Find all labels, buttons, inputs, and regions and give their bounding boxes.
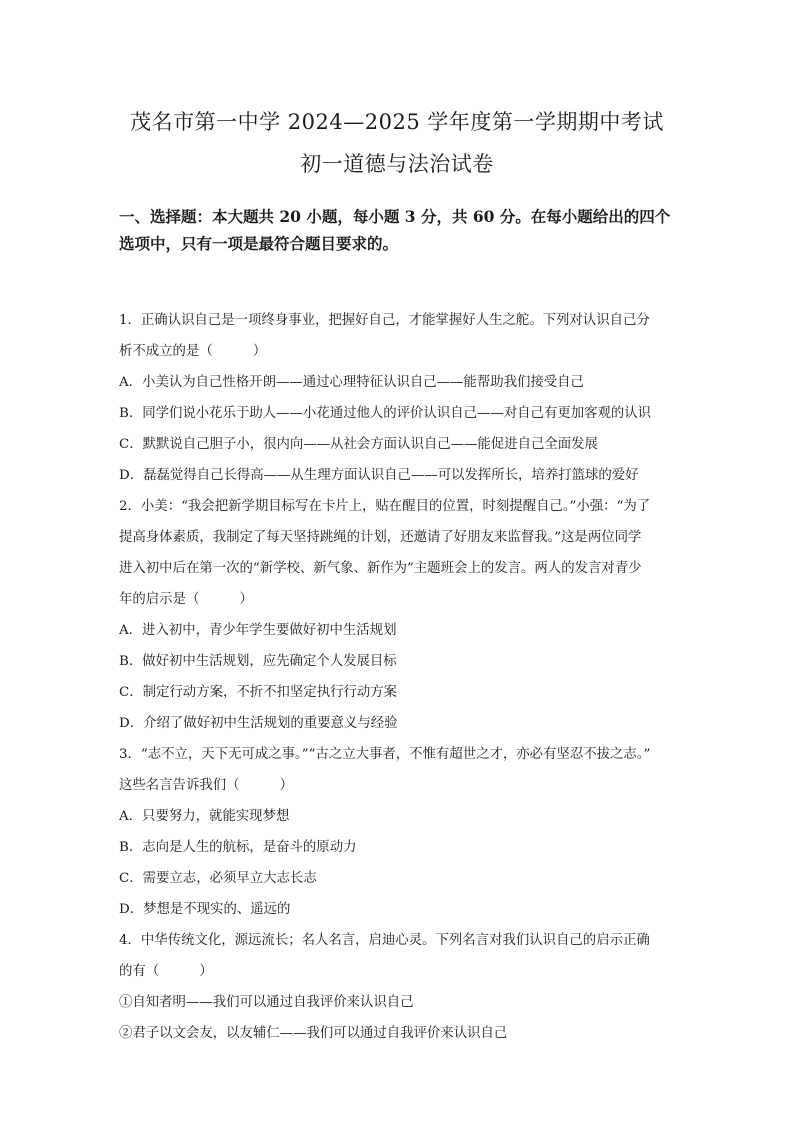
answer-option: D．梦想是不现实的、遥远的	[119, 902, 291, 917]
question-text: 4．中华传统文化，源远流长；名人名言，启迪心灵。下列名言对我们认识自己的启示正确	[119, 933, 650, 948]
question-text: 2．小美：“我会把新学期目标写在卡片上，贴在醒目的位置，时刻提醒自己。”小强：“为了	[119, 499, 651, 514]
answer-option: A．进入初中，青少年学生要做好初中生活规划	[119, 623, 397, 638]
answer-option: C．需要立志，必须早立大志长志	[119, 871, 317, 886]
section-heading: 一、选择题：本大题共 20 小题，每小题 3 分，共 60 分。在每小题给出的四个选项中，只有一项是最符合题目要求的。	[119, 207, 671, 253]
question-text: 年的启示是（ ）	[119, 592, 253, 607]
exam-title: 茂名市第一中学 2024—2025 学年度第一学期期中考试	[130, 110, 664, 134]
question-text: 3．“志不立，天下无可成之事。”“古之立大事者，不惟有超世之才，亦必有坚忍不拔之志。”	[119, 747, 651, 762]
answer-option: A．只要努力，就能实现梦想	[119, 809, 290, 824]
answer-option: A．小美认为自己性格开朗——通过心理特征认识自己——能帮助我们接受自己	[119, 375, 584, 390]
answer-option: C．默默说自己胆子小，很内向——从社会方面认识自己——能促进自己全面发展	[119, 437, 598, 452]
question-text: 提高身体素质，我制定了每天坚持跳绳的计划，还邀请了好朋友来监督我。”这是两位同学	[119, 530, 642, 545]
answer-option: B．做好初中生活规划，应先确定个人发展目标	[119, 654, 397, 669]
statement-item: ②君子以文会友，以友辅仁——我们可以通过自我评价来认识自己	[119, 1026, 508, 1041]
answer-option: D．磊磊觉得自己长得高——从生理方面认识自己——可以发挥所长，培养打篮球的爱好	[119, 468, 639, 483]
question-text: 1．正确认识自己是一项终身事业，把握好自己，才能掌握好人生之舵。下列对认识自己分	[119, 313, 650, 328]
exam-subtitle: 初一道德与法治试卷	[300, 152, 494, 176]
question-text: 的有（ ）	[119, 964, 213, 979]
question-text: 析不成立的是（ ）	[119, 344, 267, 359]
statement-item: ①自知者明——我们可以通过自我评价来认识自己	[119, 995, 414, 1010]
answer-option: B．同学们说小花乐于助人——小花通过他人的评价认识自己——对自己有更加客观的认识	[119, 406, 652, 421]
question-text: 进入初中后在第一次的“新学校、新气象、新作为”主题班会上的发言。两人的发言对青少	[119, 561, 642, 576]
answer-option: C．制定行动方案，不折不扣坚定执行行动方案	[119, 685, 398, 700]
answer-option: D．介绍了做好初中生活规划的重要意义与经验	[119, 716, 398, 731]
question-text: 这些名言告诉我们（ ）	[119, 778, 294, 793]
answer-option: B．志向是人生的航标，是奋斗的原动力	[119, 840, 357, 855]
